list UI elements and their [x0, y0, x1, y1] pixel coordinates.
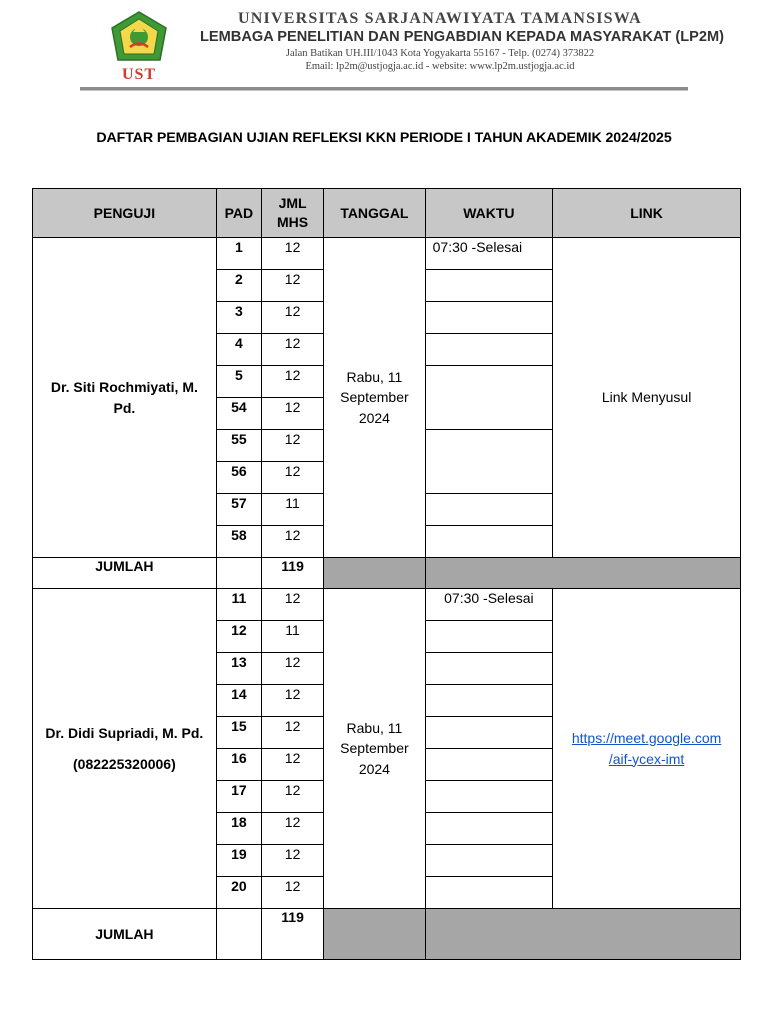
exam-time-cell [425, 302, 553, 334]
date-line: Rabu, 11 [346, 719, 403, 736]
exam-date-cell [324, 238, 425, 558]
pad-number: 11 [216, 589, 261, 621]
table-row [33, 238, 741, 270]
meeting-link-line1: https://meet.google.com [571, 730, 722, 746]
table-header-row [33, 189, 741, 238]
exam-time-cell [425, 685, 553, 717]
student-count: 12 [261, 462, 323, 494]
pad-number: 4 [216, 334, 261, 366]
pad-number: 2 [216, 270, 261, 302]
letterhead-divider [80, 87, 688, 91]
date-line: September [340, 389, 409, 406]
student-count: 12 [261, 653, 323, 685]
student-count: 11 [261, 494, 323, 526]
header-jml-line1: JML [278, 195, 307, 211]
institute-name: LEMBAGA PENELITIAN DAN PENGABDIAN KEPADA MASYARAKAT (LP2M) [200, 29, 725, 45]
header-tanggal: TANGGAL [324, 189, 425, 238]
pad-number: 14 [216, 685, 261, 717]
sum-empty-cell [216, 909, 261, 960]
institute-contact: Email: lp2m@ustjogja.ac.id - website: www.lp2m.ustjogja.ac.id [305, 61, 575, 72]
exam-time-cell [425, 621, 553, 653]
student-count: 12 [261, 398, 323, 430]
header-jml-mhs [261, 189, 323, 238]
exam-time-cell [425, 238, 553, 270]
pad-number: 55 [216, 430, 261, 462]
header-jml-line2: MHS [277, 214, 309, 230]
sum-value: 119 [261, 558, 323, 589]
student-count: 12 [261, 270, 323, 302]
sum-label: JUMLAH [33, 558, 217, 589]
header-penguji: PENGUJI [33, 189, 217, 238]
exam-time-cell [425, 781, 553, 813]
pad-number: 20 [216, 877, 261, 909]
exam-time-cell [425, 813, 553, 845]
pad-number: 12 [216, 621, 261, 653]
exam-time-cell [425, 366, 553, 430]
student-count: 12 [261, 717, 323, 749]
pad-number: 18 [216, 813, 261, 845]
exam-time-cell [425, 494, 553, 526]
exam-date-cell [324, 589, 425, 909]
sum-row [33, 558, 741, 589]
student-count: 12 [261, 589, 323, 621]
pad-number: 19 [216, 845, 261, 877]
exam-schedule-table [32, 188, 741, 960]
student-count: 12 [261, 685, 323, 717]
sum-empty-cell [216, 558, 261, 589]
institute-address: Jalan Batikan UH.III/1043 Kota Yogyakarta 55167 - Telp. (0274) 373822 [285, 48, 595, 59]
pad-number: 1 [216, 238, 261, 270]
exam-time-cell [425, 653, 553, 685]
student-count: 11 [261, 621, 323, 653]
institution-block [200, 10, 725, 73]
sum-label: JUMLAH [33, 909, 217, 960]
student-count: 12 [261, 366, 323, 398]
date-line: September [340, 740, 409, 757]
examiner-phone: (082225320006) [73, 755, 176, 772]
pad-number: 17 [216, 781, 261, 813]
sum-row [33, 909, 741, 960]
pad-number: 57 [216, 494, 261, 526]
pad-number: 3 [216, 302, 261, 334]
pad-number: 15 [216, 717, 261, 749]
university-logo [106, 10, 172, 88]
university-name: UNIVERSITAS SARJANAWIYATA TAMANSISWA [238, 10, 642, 27]
examiner-name: Dr. Siti Rochmiyati, M. [50, 378, 198, 395]
student-count: 12 [261, 781, 323, 813]
student-count: 12 [261, 238, 323, 270]
sum-shaded-cell [425, 909, 740, 960]
exam-time: 07:30 -Selesai [432, 239, 523, 255]
header-link: LINK [553, 189, 741, 238]
exam-time: 07:30 -Selesai [444, 590, 534, 606]
meeting-link[interactable] [572, 730, 721, 767]
exam-time-cell [425, 589, 553, 621]
table-row [33, 589, 741, 621]
examiner-name-cont: Pd. [113, 399, 136, 416]
meeting-link-cell [553, 238, 741, 558]
examiner-cell [33, 589, 217, 909]
ust-emblem-icon [106, 10, 172, 70]
student-count: 12 [261, 813, 323, 845]
pad-number: 56 [216, 462, 261, 494]
logo-text: UST [121, 66, 157, 83]
letterhead [80, 6, 725, 92]
header-pad: PAD [216, 189, 261, 238]
sum-shaded-cell [425, 558, 740, 589]
meeting-link-line2: /aif-ycex-imt [608, 750, 685, 767]
sum-shaded-cell [324, 909, 425, 960]
pad-number: 13 [216, 653, 261, 685]
exam-time-cell [425, 717, 553, 749]
sum-shaded-cell [324, 558, 425, 589]
date-line: Rabu, 11 [346, 368, 403, 385]
student-count: 12 [261, 430, 323, 462]
pad-number: 58 [216, 526, 261, 558]
student-count: 12 [261, 334, 323, 366]
sum-value: 119 [261, 909, 323, 960]
student-count: 12 [261, 302, 323, 334]
student-count: 12 [261, 845, 323, 877]
date-line: 2024 [358, 409, 390, 426]
exam-time-cell [425, 270, 553, 302]
exam-time-cell [425, 749, 553, 781]
student-count: 12 [261, 877, 323, 909]
header-waktu: WAKTU [425, 189, 553, 238]
exam-time-cell [425, 877, 553, 909]
pad-number: 16 [216, 749, 261, 781]
exam-time-cell [425, 526, 553, 558]
exam-time-cell [425, 334, 553, 366]
exam-time-cell [425, 430, 553, 494]
exam-time-cell [425, 845, 553, 877]
meeting-link-cell [553, 589, 741, 909]
pad-number: 5 [216, 366, 261, 398]
examiner-cell [33, 238, 217, 558]
date-line: 2024 [358, 760, 390, 777]
examiner-name: Dr. Didi Supriadi, M. Pd. [45, 724, 204, 741]
student-count: 12 [261, 526, 323, 558]
document-title: DAFTAR PEMBAGIAN UJIAN REFLEKSI KKN PERIODE I TAHUN AKADEMIK 2024/2025 [96, 130, 672, 146]
meeting-link-text: Link Menyusul [601, 389, 692, 406]
student-count: 12 [261, 749, 323, 781]
pad-number: 54 [216, 398, 261, 430]
